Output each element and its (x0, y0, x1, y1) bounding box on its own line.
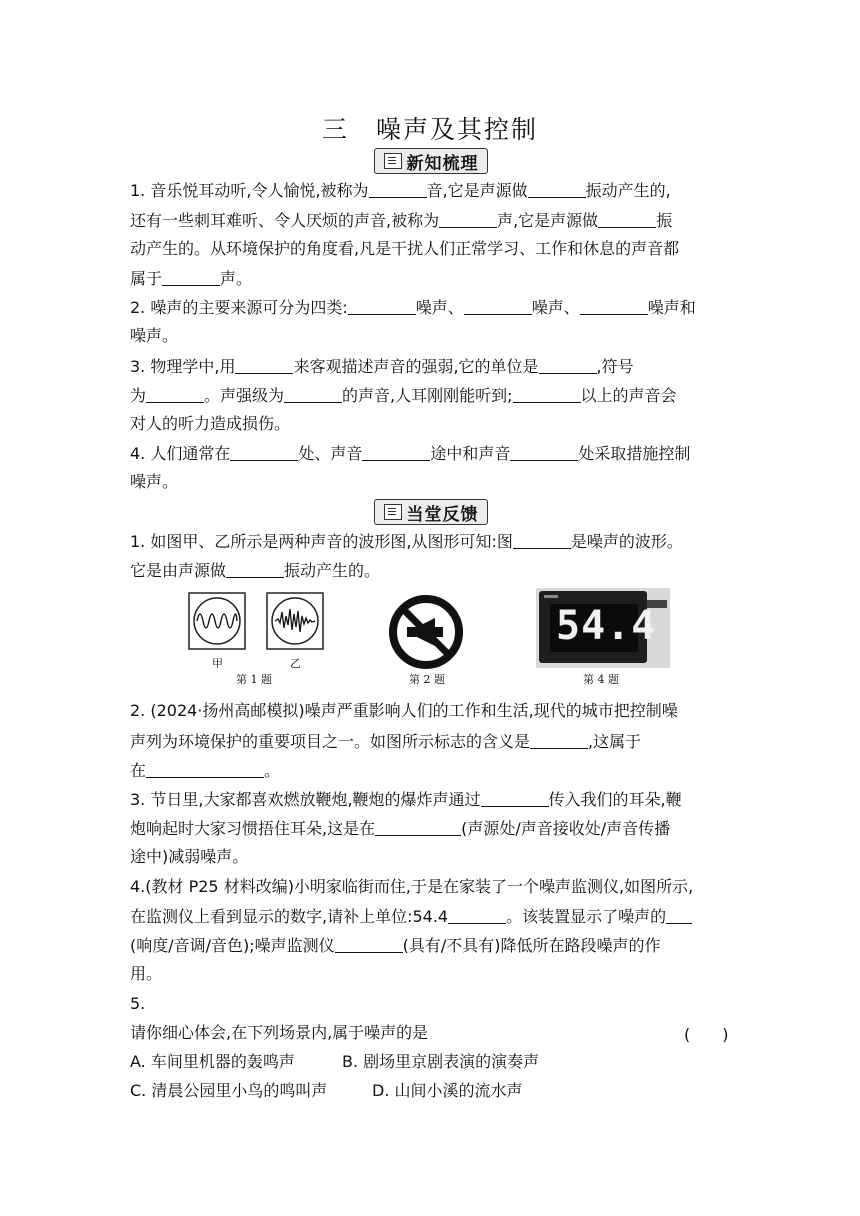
question-text: 动产生的。从环境保护的角度看,凡是干扰人们正常学习、工作和休息的声音都 (130, 239, 680, 258)
answer-blank[interactable] (464, 296, 532, 315)
no-horn-sign-icon (388, 594, 464, 670)
section-banner-new-knowledge (374, 148, 488, 174)
answer-bracket[interactable]: ( ) (684, 1025, 729, 1044)
question-text: 噪声、 (531, 298, 580, 317)
answer-blank[interactable] (528, 179, 586, 198)
question-text: 4.(教材 P25 材料改编)小明家临街而住,于是在家装了一个噪声监测仪,如图所示, (130, 877, 694, 896)
question-number: 5. (130, 994, 146, 1013)
page-title: 三 噪声及其控制 (321, 115, 538, 144)
figure-caption: 第 4 题 (583, 673, 619, 686)
question-line (130, 905, 692, 928)
option-d[interactable]: D. 山间小溪的流水声 (372, 1081, 523, 1100)
question-text: ,符号 (596, 357, 634, 376)
question-text: 噪声。 (130, 472, 179, 491)
question-text: ,这属于 (588, 732, 642, 751)
answer-blank[interactable] (362, 442, 430, 461)
book-icon (384, 153, 402, 169)
question-text: 3. 节日里,大家都喜欢燃放鞭炮,鞭炮的爆炸声通过 (130, 790, 481, 809)
question-text: 2. (2024·扬州高邮模拟)噪声严重影响人们的工作和生活,现代的城市把控制噪 (130, 701, 678, 720)
question-text: (声源处/声音接收处/声音传播 (461, 819, 671, 838)
question-line (130, 442, 690, 465)
question-text: 噪声。 (130, 326, 179, 345)
question-line (130, 413, 290, 435)
answer-blank[interactable] (513, 384, 581, 403)
question-text: 。声强级为 (204, 386, 285, 405)
question-text: 处采取措施控制 (578, 444, 691, 463)
answer-blank[interactable] (448, 905, 506, 924)
question-line (130, 846, 248, 868)
question-line (130, 817, 670, 840)
question-text: 它是由声源做 (130, 561, 227, 580)
question-line (130, 209, 672, 232)
figure-label: 乙 (290, 657, 301, 670)
answer-blank[interactable] (146, 759, 264, 778)
question-line (130, 267, 252, 290)
answer-blank[interactable] (146, 384, 204, 403)
section-banner-feedback (374, 499, 488, 525)
question-line (130, 730, 641, 753)
question-text: 是噪声的波形。 (570, 532, 683, 551)
question-text: 4. 人们通常在 (130, 444, 231, 463)
question-text: 在监测仪上看到显示的数字,请补上单位:54.4 (130, 907, 449, 926)
question-text: 振 (656, 211, 673, 230)
answer-blank[interactable] (439, 209, 497, 228)
question-text: 途中)减弱噪声。 (130, 847, 249, 866)
question-line (130, 876, 693, 898)
answer-blank[interactable] (666, 905, 692, 924)
answer-blank[interactable] (513, 530, 571, 549)
question-line (130, 700, 678, 722)
waveform-figure-jia (188, 592, 246, 650)
question-text: 用。 (130, 964, 163, 983)
answer-blank[interactable] (369, 179, 427, 198)
question-line (130, 296, 696, 319)
question-text: 。 (264, 761, 281, 780)
question-line (130, 759, 280, 782)
question-line (130, 355, 634, 378)
question-line (130, 238, 679, 260)
section-label: 新知梳理 (406, 153, 479, 174)
question-text: 2. 噪声的主要来源可分为四类: (130, 298, 348, 317)
question-text: 炮响起时大家习惯捂住耳朵,这是在 (130, 819, 376, 838)
question-text: 的声音,人耳刚刚能听到; (342, 386, 513, 405)
question-text: 振动产生的, (585, 181, 671, 200)
figure-caption: 第 2 题 (409, 673, 445, 686)
answer-blank[interactable] (481, 788, 549, 807)
question-line (130, 788, 682, 811)
question-text: 属于 (130, 269, 163, 288)
answer-blank[interactable] (162, 267, 220, 286)
question-line (130, 934, 661, 957)
question-line (130, 179, 671, 202)
option-a[interactable]: A. 车间里机器的轰鸣声 (130, 1052, 295, 1071)
question-line (130, 963, 162, 985)
question-text: 还有一些刺耳难听、令人厌烦的声音,被称为 (130, 211, 440, 230)
question-text: 噪声和 (647, 298, 696, 317)
question-line (130, 325, 178, 347)
option-b[interactable]: B. 剧场里京剧表演的演奏声 (342, 1052, 540, 1071)
question-stem: 请你细心体会,在下列场景内,属于噪声的是 (130, 1023, 429, 1042)
question-text: 为 (130, 386, 147, 405)
question-text: 声,它是声源做 (497, 211, 599, 230)
question-text: 。该装置显示了噪声的 (506, 907, 667, 926)
answer-blank[interactable] (580, 296, 648, 315)
question-text: 传入我们的耳朵,鞭 (548, 790, 682, 809)
answer-blank[interactable] (226, 559, 284, 578)
question-text: 对人的听力造成损伤。 (130, 414, 291, 433)
question-text: 1. 音乐悦耳动听,令人愉悦,被称为 (130, 181, 369, 200)
answer-blank[interactable] (230, 442, 298, 461)
question-text: 3. 物理学中,用 (130, 357, 236, 376)
figure-label: 甲 (212, 657, 223, 670)
answer-blank[interactable] (284, 384, 342, 403)
question-text: 来客观描述声音的强弱,它的单位是 (293, 357, 539, 376)
question-text: (响度/音调/音色);噪声监测仪 (130, 936, 335, 955)
answer-blank[interactable] (598, 209, 656, 228)
answer-blank[interactable] (348, 296, 416, 315)
waveform-figure-yi (266, 592, 324, 650)
question-line (130, 559, 380, 582)
question-text: 声列为环境保护的重要项目之一。如图所示标志的含义是 (130, 732, 531, 751)
answer-blank[interactable] (375, 817, 461, 836)
question-text: 音,它是声源做 (426, 181, 528, 200)
question-text: 在 (130, 761, 147, 780)
question-text: 声。 (220, 269, 253, 288)
question-text: 以上的声音会 (580, 386, 677, 405)
option-c[interactable]: C. 清晨公园里小鸟的鸣叫声 (130, 1081, 328, 1100)
answer-blank[interactable] (235, 355, 293, 374)
question-line (130, 384, 677, 407)
figure-caption: 第 1 题 (236, 673, 272, 686)
answer-blank[interactable] (530, 730, 588, 749)
section-label: 当堂反馈 (406, 504, 479, 525)
monitor-display: 54.4 (556, 603, 657, 649)
question-text: 噪声、 (415, 298, 464, 317)
question-text: 1. 如图甲、乙所示是两种声音的波形图,从图形可知:图 (130, 532, 513, 551)
question-line (130, 530, 683, 553)
answer-blank[interactable] (335, 934, 403, 953)
question-text: 振动产生的。 (284, 561, 381, 580)
answer-blank[interactable] (510, 442, 578, 461)
answer-blank[interactable] (539, 355, 597, 374)
question-text: (具有/不具有)降低所在路段噪声的作 (402, 936, 661, 955)
question-text: 处、声音 (298, 444, 363, 463)
question-line (130, 471, 178, 493)
pen-icon (384, 504, 402, 520)
question-text: 途中和声音 (430, 444, 511, 463)
